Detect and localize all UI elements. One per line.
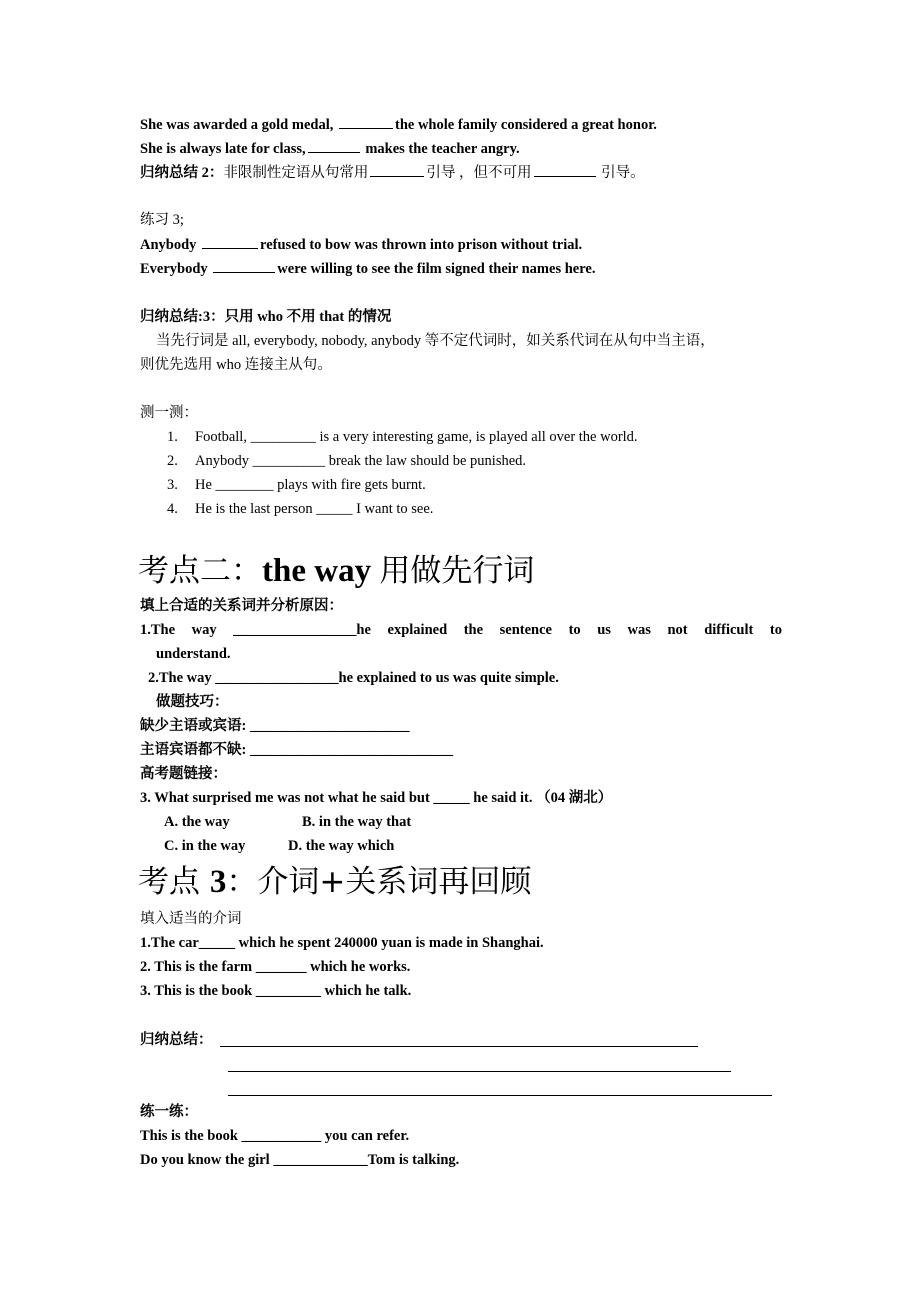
point-2-q1-line-2: understand. bbox=[156, 646, 231, 662]
practice-q1: This is the book ___________ you can refer. bbox=[140, 1128, 410, 1144]
test-item-number: 4. bbox=[167, 501, 178, 517]
test-item bbox=[167, 475, 426, 495]
test-item-text: He is the last person _____ I want to see. bbox=[195, 501, 434, 517]
test-item-text: Anybody __________ break the law should be punished. bbox=[195, 453, 527, 469]
sentence-2 bbox=[140, 138, 520, 159]
summary-2-text-b: 引导 ，但不可用 bbox=[426, 165, 532, 181]
practice-q2: Do you know the girl _____________Tom is talking. bbox=[140, 1152, 460, 1168]
point-2-heading bbox=[138, 551, 534, 591]
practice-3-q1-end: refused to bow was thrown into prison without trial. bbox=[260, 237, 583, 253]
test-item-number: 3. bbox=[167, 477, 178, 493]
point-3-heading-suffix: ：介词+关系词再回顾 bbox=[226, 864, 532, 900]
test-item-text: He ________ plays with fire gets burnt. bbox=[195, 477, 426, 493]
test-item-text: Football, _________ is a very interesting game, is played all over the world. bbox=[195, 429, 638, 445]
point-3-q2: 2. This is the farm _______ which he works. bbox=[140, 959, 411, 975]
point-3-summary-label: 归纳总结： bbox=[140, 1032, 213, 1048]
practice-3-label: 练习 3; bbox=[140, 212, 184, 228]
test-item-number: 2. bbox=[167, 453, 178, 469]
point-3-heading bbox=[138, 862, 531, 902]
practice-label: 练一练： bbox=[140, 1104, 198, 1120]
point-2-heading-prefix: 考点二： bbox=[138, 553, 262, 589]
summary-2-text-a: 非限制性定语从句常用 bbox=[223, 165, 369, 181]
test-item bbox=[167, 427, 638, 447]
test-item-number: 1. bbox=[167, 429, 178, 445]
exam-question: 3. What surprised me was not what he said but _____ he said it. （04 湖北） bbox=[140, 790, 613, 806]
test-item bbox=[167, 499, 433, 519]
answer-line[interactable] bbox=[228, 1071, 731, 1072]
point-2-instruction: 填上合适的关系词并分析原因： bbox=[140, 598, 343, 614]
blank[interactable] bbox=[370, 162, 424, 177]
option-c: C. in the way bbox=[164, 838, 246, 854]
point-2-q2: 2.The way _________________he explained to us was quite simple. bbox=[148, 670, 559, 686]
practice-3-q1-start: Anybody bbox=[140, 237, 197, 253]
point-2-heading-suffix: 用做先行词 bbox=[379, 553, 535, 589]
tips-label: 做题技巧： bbox=[156, 694, 229, 710]
summary-2-text-c: 引导。 bbox=[597, 165, 645, 181]
blank[interactable] bbox=[213, 258, 275, 273]
point-3-heading-prefix: 考点 bbox=[138, 864, 210, 900]
summary-3-text-2: 则优先选用 who 连接主从句。 bbox=[140, 357, 332, 373]
point-3-heading-num: 3 bbox=[209, 864, 227, 900]
point-2-heading-en: the way bbox=[262, 553, 380, 589]
blank[interactable] bbox=[339, 114, 393, 129]
blank[interactable] bbox=[534, 162, 596, 177]
point-3-q3: 3. This is the book _________ which he talk. bbox=[140, 983, 412, 999]
sentence-1 bbox=[140, 114, 657, 135]
blank[interactable] bbox=[202, 234, 258, 249]
test-item bbox=[167, 451, 526, 471]
sentence-1-start: She was awarded a gold medal, bbox=[140, 117, 334, 133]
summary-2 bbox=[140, 162, 645, 183]
practice-3-q1 bbox=[140, 234, 582, 255]
summary-3-text-1: 当先行词是 all, everybody, nobody, anybody 等不定代词时，如关系代词在从句中当主语， bbox=[156, 333, 715, 349]
answer-line[interactable] bbox=[220, 1046, 698, 1047]
exam-link-label: 高考题链接： bbox=[140, 766, 227, 782]
sentence-2-end: makes the teacher angry. bbox=[365, 141, 520, 157]
tip-1: 缺少主语或宾语: ______________________ bbox=[140, 718, 410, 734]
tip-2: 主语宾语都不缺: ____________________________ bbox=[140, 742, 453, 758]
option-b: B. in the way that bbox=[302, 814, 412, 830]
practice-3-q2-end: were willing to see the film signed their names here. bbox=[277, 261, 596, 277]
point-3-instruction: 填入适当的介词 bbox=[140, 911, 242, 927]
summary-2-label: 归纳总结 2： bbox=[140, 165, 224, 181]
sentence-2-start: She is always late for class, bbox=[140, 141, 306, 157]
option-d: D. the way which bbox=[288, 838, 395, 854]
point-3-q1: 1.The car_____ which he spent 240000 yuan is made in Shanghai. bbox=[140, 935, 544, 951]
point-2-q1-line-1: 1.The way _________________he explained the sentence to us was not difficult to bbox=[140, 622, 782, 638]
test-label: 测一测： bbox=[140, 405, 198, 421]
blank[interactable] bbox=[308, 138, 360, 153]
sentence-1-end: the whole family considered a great honor. bbox=[394, 117, 657, 133]
answer-line[interactable] bbox=[228, 1095, 772, 1096]
summary-3-title: 归纳总结:3：只用 who 不用 that 的情况 bbox=[140, 309, 392, 325]
practice-3-q2 bbox=[140, 258, 595, 279]
practice-3-q2-start: Everybody bbox=[140, 261, 208, 277]
option-a: A. the way bbox=[164, 814, 230, 830]
